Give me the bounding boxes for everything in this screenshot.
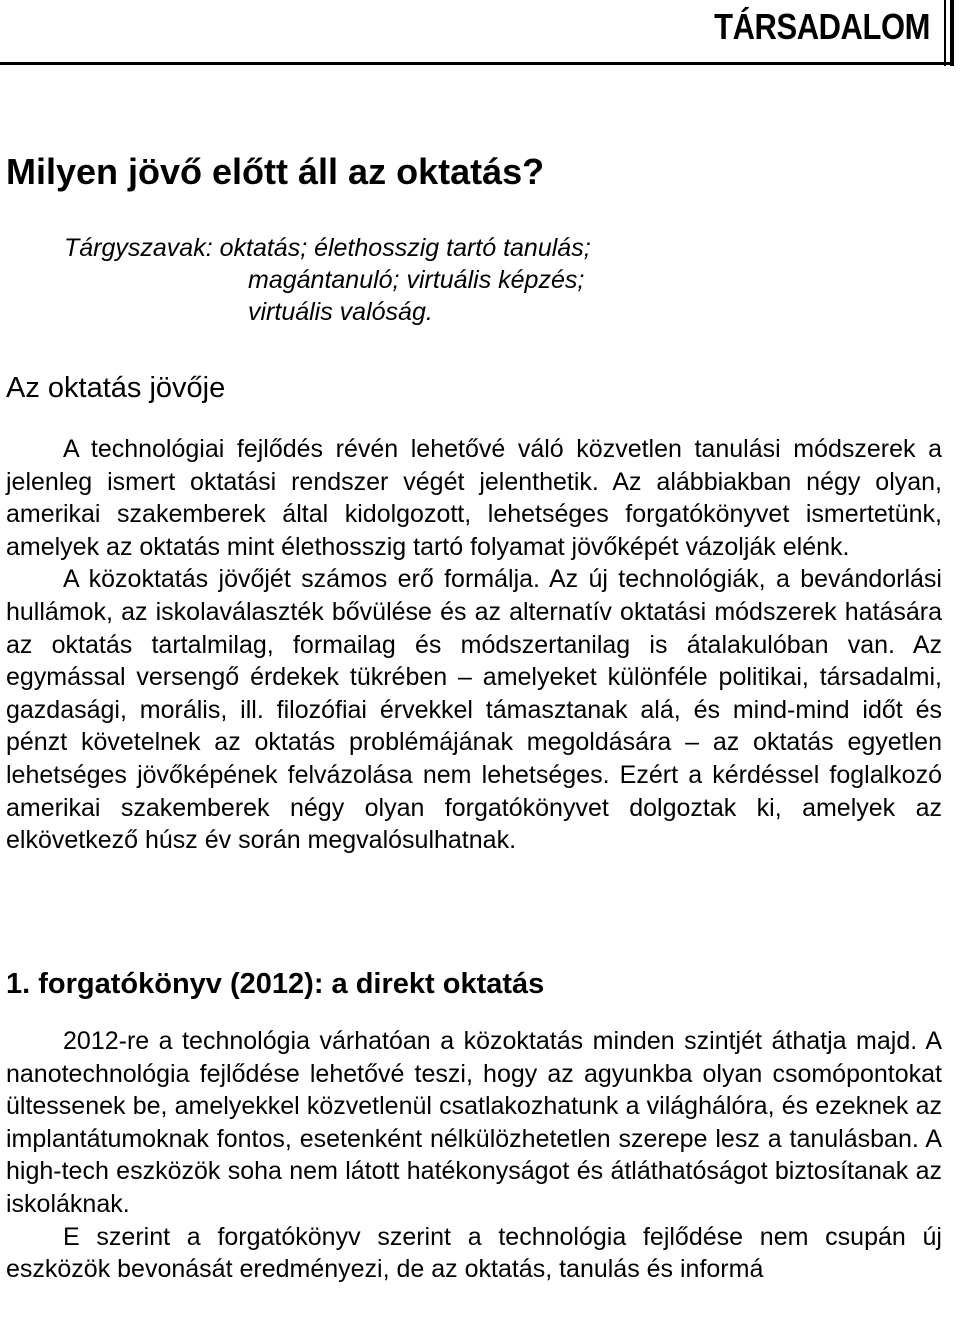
paragraph: 2012-re a technológia várhatóan a közoktatás minden szintjét áthatja majd. A nanotechnológia fejlődése lehetővé teszi, hogy az agyunkba olyan csomópontokat ültessenek be, amelyekkel közvetlenül csatlakozhatunk a világhálóra, és ezeknek az implantátumoknak fontos, esetenként nélkülözhetetlen szerepe lesz a tanulásban. A high-tech eszközök soha nem látott hatékonyságot és átláthatóságot biztosítanak az iskoláknak. — [6, 1027, 942, 1218]
page-header — [0, 0, 960, 70]
keywords — [64, 232, 591, 328]
paragraph: E szerint a forgatókönyv szerint a technológia fejlődése nem csupán új eszközök bevonását eredményezi, de az oktatás, tanulás és informá — [6, 1222, 942, 1284]
header-vertical-rule-inner — [944, 0, 946, 66]
paragraph: A technológiai fejlődés révén lehetővé váló közvetlen tanulási módszerek a jelenleg ismert oktatási rendszer végét jelenthetik. Az alábbiakban négy olyan, amerikai szakemberek által kidolgozott, lehetséges forgatókönyvet ismertetünk, amelyek az oktatás mint élethosszig tartó folyamat jövőképét vázolják elénk. — [6, 435, 942, 561]
keywords-line-1: Tárgyszavak: oktatás; élethosszig tartó tanulás; — [64, 234, 591, 262]
section-body-future — [6, 433, 942, 857]
article-title: Milyen jövő előtt áll az oktatás? — [6, 151, 545, 192]
paragraph: A közoktatás jövőjét számos erő formálja. Az új technológiák, a bevándorlási hullámok, az iskolaválaszték bővülése és az alternatív oktatási módszerek hatására az oktatás tartalmilag, formailag és módszertanilag is átalakulóban van. Az egymással versengő érdekek tükrében – amelyeket különféle politikai, társadalmi, gazdasági, morális, ill. filozófiai érvekkel támasztanak alá, és mind-mind időt és pénzt követelnek az oktatás problémájának megoldására – az oktatás egyetlen lehetséges jövőképének felvázolása nem lehetséges. Ezért a kérdéssel foglalkozó amerikai szakemberek négy olyan forgatókönyvet dolgoztak ki, amelyek az elkövetkező húsz év során megvalósulhatnak. — [6, 565, 942, 855]
keywords-line-2: magántanuló; virtuális képzés; — [248, 266, 585, 294]
section-label: TÁRSADALOM — [714, 6, 930, 47]
section-heading-scenario-1: 1. forgatókönyv (2012): a direkt oktatás — [6, 968, 545, 1000]
keywords-line-3: virtuális valóság. — [248, 298, 433, 326]
section-heading-future: Az oktatás jövője — [6, 372, 226, 404]
section-body-scenario-1 — [6, 1025, 942, 1286]
header-vertical-rule — [950, 0, 954, 66]
header-rule — [0, 62, 954, 65]
